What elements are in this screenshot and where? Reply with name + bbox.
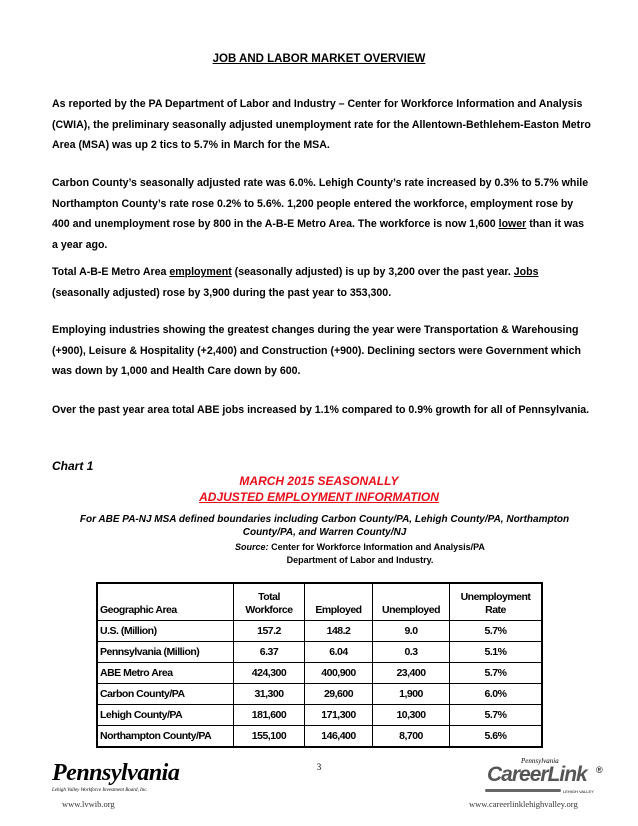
paragraph-text: Carbon County’s seasonally adjusted rate was 6.0%. Lehigh County’s rate increased by 0.3% to 5.7% while Northampton County’s rate rose 0.2% to 5.6%. 1,200 people entered the workforce, employment rose by 400 and unemployment rose by 800 in the A-B-E Metro Area. The workforce is now 1,600 bbox=[52, 177, 589, 230]
table-row bbox=[97, 726, 542, 748]
employment-table bbox=[96, 582, 543, 748]
paragraph-text: (seasonally adjusted) is up by 3,200 over the past year. bbox=[231, 266, 514, 278]
header-unemployed: Unemployed bbox=[373, 583, 450, 621]
cell-unemployed: 9.0 bbox=[373, 621, 450, 642]
header-workforce-line1: Total bbox=[258, 591, 280, 603]
cell-rate: 5.7% bbox=[450, 621, 543, 642]
chart-label: Chart 1 bbox=[52, 459, 94, 473]
page-number: 3 bbox=[316, 762, 322, 772]
underlined-text: lower bbox=[498, 218, 527, 230]
table-row bbox=[97, 684, 542, 705]
careerlink-logo bbox=[483, 757, 603, 797]
table-row bbox=[97, 621, 542, 642]
cell-employed: 400,900 bbox=[305, 663, 373, 684]
header-rate bbox=[450, 583, 543, 621]
paragraph-employment bbox=[52, 262, 592, 303]
paragraph-county-rates bbox=[52, 173, 592, 255]
chart-title-text: ADJUSTED EMPLOYMENT INFORMATION bbox=[199, 490, 439, 504]
cell-workforce: 155,100 bbox=[234, 726, 305, 748]
cell-workforce: 157.2 bbox=[234, 621, 305, 642]
table-row bbox=[97, 663, 542, 684]
cell-unemployed: 8,700 bbox=[373, 726, 450, 748]
cell-workforce: 6.37 bbox=[234, 642, 305, 663]
source-text-line2: Department of Labor and Industry. bbox=[286, 555, 434, 565]
swoosh-icon bbox=[485, 789, 561, 792]
paragraph-text: Total A-B-E Metro Area bbox=[52, 266, 170, 278]
table-header-row bbox=[97, 583, 542, 621]
header-rate-line2: Rate bbox=[485, 604, 506, 616]
cell-workforce: 424,300 bbox=[234, 663, 305, 684]
cell-workforce: 181,600 bbox=[234, 705, 305, 726]
footer-link-careerlink[interactable]: www.careerlinklehighvalley.org bbox=[469, 799, 578, 809]
pennsylvania-wib-logo bbox=[52, 758, 180, 798]
registered-icon: ® bbox=[596, 765, 603, 775]
cell-unemployed: 0.3 bbox=[373, 642, 450, 663]
chart-source bbox=[160, 541, 560, 567]
cell-area: ABE Metro Area bbox=[97, 663, 234, 684]
header-area: Geographic Area bbox=[97, 583, 234, 621]
source-label: Source: bbox=[235, 542, 269, 552]
cell-employed: 171,300 bbox=[305, 705, 373, 726]
logo-region: LEHIGH VALLEY bbox=[563, 789, 594, 794]
cell-employed: 148.2 bbox=[305, 621, 373, 642]
cell-employed: 146,400 bbox=[305, 726, 373, 748]
cell-unemployed: 10,300 bbox=[373, 705, 450, 726]
paragraph-cwia-report: As reported by the PA Department of Labor and Industry – Center for Workforce Information and Analysis (CWIA), the preliminary seasonally adjusted unemployment rate for the Allentown-Bethlehem-Easton Metro Area (MSA) was up 2 tics to 5.7% in March for the MSA. bbox=[52, 98, 591, 151]
subtitle-text: including Carbon County/PA, Lehigh County/PA, Northampton County/PA, and Warren County/NJ bbox=[242, 514, 570, 538]
chart-title-line1: MARCH 2015 SEASONALLY bbox=[239, 474, 399, 488]
cell-area: Lehigh County/PA bbox=[97, 705, 234, 726]
cell-rate: 6.0% bbox=[450, 684, 543, 705]
cell-employed: 6.04 bbox=[305, 642, 373, 663]
cell-rate: 5.7% bbox=[450, 663, 543, 684]
cell-area: Northampton County/PA bbox=[97, 726, 234, 748]
paragraph-text: (seasonally adjusted) rose by 3,900 during the past year to 353,300. bbox=[52, 286, 392, 299]
cell-area: U.S. (Million) bbox=[97, 621, 234, 642]
chart-subtitle bbox=[52, 513, 597, 539]
underlined-text: employment bbox=[169, 266, 232, 278]
paragraph-industries: Employing industries showing the greatest changes during the year were Transportation & Warehousing (+900), Leisure & Hospitality (+2,400) and Construction (+900). Declining sectors were Government which was down by 1,000 and Health Care down by 600. bbox=[52, 324, 581, 377]
header-employed: Employed bbox=[305, 583, 373, 621]
source-text: Center for Workforce Information and Analysis/PA bbox=[268, 542, 485, 552]
cell-rate: 5.1% bbox=[450, 642, 543, 663]
cell-rate: 5.7% bbox=[450, 705, 543, 726]
chart-title-line2 bbox=[0, 490, 638, 504]
underlined-text: Jobs bbox=[513, 266, 539, 278]
page-title: JOB AND LABOR MARKET OVERVIEW bbox=[212, 53, 426, 65]
logo-tagline: Lehigh Valley Workforce Investment Board, Inc. bbox=[52, 788, 148, 793]
cell-unemployed: 1,900 bbox=[373, 684, 450, 705]
header-rate-line1: Unemployment bbox=[460, 591, 531, 603]
cell-area: Pennsylvania (Million) bbox=[97, 642, 234, 663]
subtitle-emphasis: For ABE PA-NJ MSA defined boundaries bbox=[79, 514, 272, 525]
paragraph-text: than it was a year ago. bbox=[52, 218, 584, 251]
cell-area: Carbon County/PA bbox=[97, 684, 234, 705]
logo-wordmark: Pennsylvania bbox=[52, 760, 180, 786]
cell-workforce: 31,300 bbox=[234, 684, 305, 705]
cell-employed: 29,600 bbox=[305, 684, 373, 705]
footer-link-lvwib[interactable]: www.lvwib.org bbox=[62, 799, 115, 809]
table-row bbox=[97, 705, 542, 726]
header-workforce bbox=[234, 583, 305, 621]
cell-rate: 5.6% bbox=[450, 726, 543, 748]
paragraph-job-growth: Over the past year area total ABE jobs increased by 1.1% compared to 0.9% growth for all of Pennsylvania. bbox=[52, 404, 590, 416]
logo-wordmark: CareerLink bbox=[487, 763, 587, 786]
table-row bbox=[97, 642, 542, 663]
logo-state: Pennsylvania bbox=[521, 757, 559, 765]
cell-unemployed: 23,400 bbox=[373, 663, 450, 684]
header-workforce-line2: Workforce bbox=[245, 604, 293, 616]
